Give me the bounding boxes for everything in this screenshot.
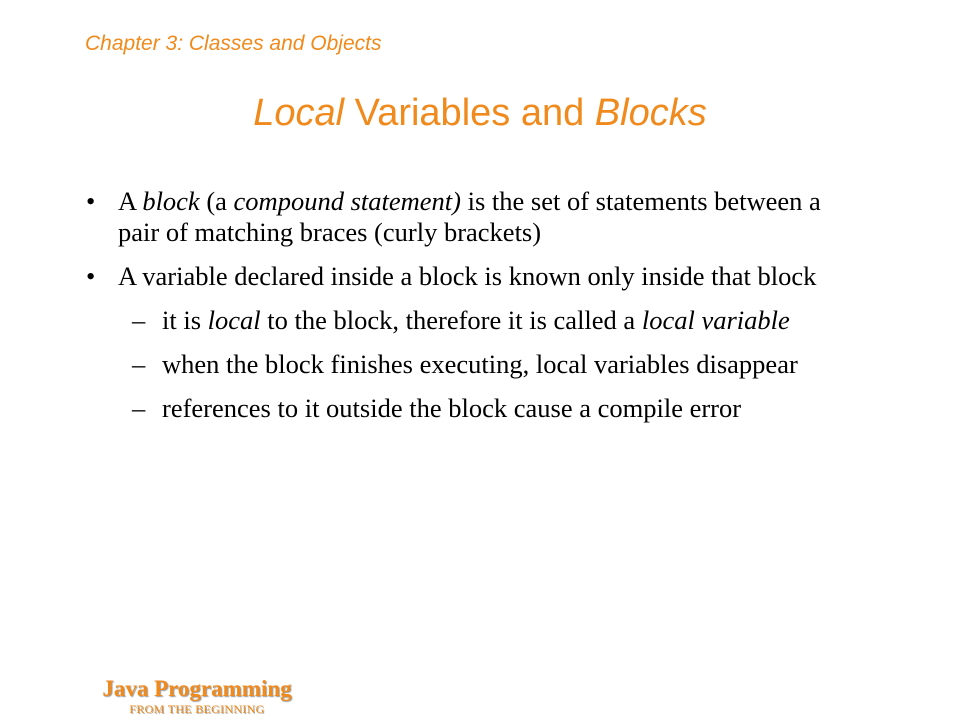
subbullet-local — [80, 305, 860, 336]
logo-sub-text: FROM THE BEGINNING — [129, 702, 265, 716]
subbullet-text: when the block finishes executing, local variables disappear — [162, 349, 798, 379]
slide-body — [80, 186, 860, 437]
title-middle: Variables and — [344, 92, 595, 134]
bullet-text: is the set of statements between a pair of matching braces (curly brackets) — [118, 186, 821, 247]
subbullet-text-italic: local — [207, 305, 261, 335]
bullet-variable-scope — [80, 261, 860, 292]
bullet-text: (a — [199, 186, 234, 216]
dash-marker: – — [132, 305, 146, 335]
subbullet-disappear — [80, 349, 860, 380]
subbullet-text-italic: local variable — [641, 305, 790, 335]
bullet-marker: • — [86, 261, 96, 291]
title-blocks: Blocks — [594, 92, 707, 134]
slide-title — [0, 92, 960, 135]
bullet-text-italic: compound statement) — [233, 186, 461, 216]
dash-marker: – — [132, 393, 146, 423]
java-programming-logo — [82, 676, 312, 716]
subbullet-text: it is — [162, 305, 208, 335]
chapter-header: Chapter 3: Classes and Objects — [85, 32, 382, 55]
subbullet-compile-error — [80, 393, 860, 424]
bullet-text: A — [118, 186, 143, 216]
dash-marker: – — [132, 349, 146, 379]
bullet-text: A variable declared inside a block is known only inside that block — [118, 261, 817, 291]
bullet-text-italic: block — [142, 186, 200, 216]
logo-main-text: Java Programming — [102, 676, 292, 701]
bullet-marker: • — [86, 186, 96, 216]
bullet-block-definition — [80, 186, 860, 248]
subbullet-text: to the block, therefore it is called a — [260, 305, 642, 335]
title-local: Local — [253, 92, 345, 134]
subbullet-text: references to it outside the block cause a compile error — [162, 393, 742, 423]
